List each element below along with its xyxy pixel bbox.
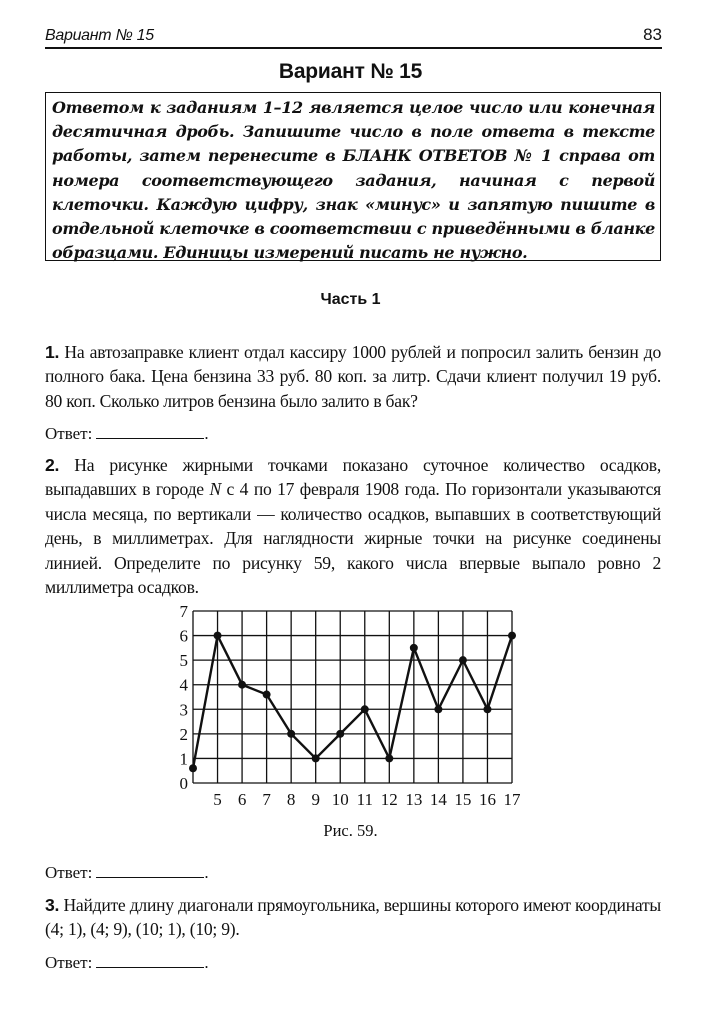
task-text: На автозаправке клиент отдал кассиру 1000 рублей и попросил залить бензин до полного бака. Цена бензина 33 руб. 80 коп. за литр. Сдачи клиент получил 19 руб. 80 коп. Сколько литров бензина было залито в бак? bbox=[45, 342, 661, 411]
x-tick-label: 11 bbox=[356, 790, 373, 809]
x-tick-label: 6 bbox=[237, 790, 247, 809]
x-tick-label: 8 bbox=[286, 790, 296, 809]
x-tick-label: 5 bbox=[213, 790, 222, 809]
data-point bbox=[434, 705, 442, 713]
part-title: Часть 1 bbox=[320, 291, 381, 308]
answer-label: Ответ: bbox=[45, 424, 93, 443]
task-text: На рисунке жирными точками показано суточное количество осадков, выпадавших в городе N с 4 по 17 февраля 1908 года. По горизонтали указываются числа месяца, по вертикали — количество осадков, выпавших в соответствующий день, в миллиметрах. Для наглядности жирные точки на рисунке соединены линией. Определите по рисунку 59, какого числа впервые выпало ровно 2 миллиметра осадков. bbox=[45, 455, 661, 598]
x-tick-label: 7 bbox=[262, 790, 271, 809]
y-tick-label: 2 bbox=[179, 724, 188, 744]
y-tick-label: 0 bbox=[179, 774, 188, 793]
data-point bbox=[385, 754, 393, 762]
answer-field[interactable] bbox=[96, 424, 204, 439]
task-2 bbox=[45, 453, 661, 599]
task-1-answer: Ответ: . bbox=[45, 424, 209, 443]
y-tick-label: 3 bbox=[179, 700, 188, 720]
page-title: Вариант № 15 bbox=[278, 60, 423, 83]
data-line bbox=[193, 636, 512, 769]
x-tick-label: 12 bbox=[380, 790, 398, 809]
variable-n: N bbox=[209, 479, 221, 500]
running-header bbox=[45, 22, 662, 49]
data-point bbox=[336, 730, 344, 738]
x-tick-label: 17 bbox=[503, 790, 521, 809]
task-2-answer: Ответ: . bbox=[45, 863, 209, 882]
x-tick-label: 13 bbox=[405, 790, 423, 809]
x-tick-label: 16 bbox=[478, 790, 496, 809]
answer-label: Ответ: bbox=[45, 863, 93, 882]
line-chart bbox=[170, 600, 530, 825]
x-tick-label: 14 bbox=[429, 790, 447, 809]
data-point bbox=[263, 691, 271, 699]
task-number: 2. bbox=[45, 455, 60, 475]
y-tick-label: 1 bbox=[179, 749, 188, 769]
data-point bbox=[483, 705, 491, 713]
data-point bbox=[410, 644, 418, 652]
data-point bbox=[238, 681, 246, 689]
data-point bbox=[214, 632, 222, 640]
answer-field[interactable] bbox=[96, 863, 204, 878]
task-3 bbox=[45, 893, 661, 942]
task-1 bbox=[45, 340, 661, 413]
y-tick-label: 5 bbox=[179, 651, 188, 671]
data-point bbox=[508, 632, 516, 640]
y-tick-label: 7 bbox=[179, 602, 188, 621]
x-tick-label: 15 bbox=[454, 790, 472, 809]
instructions-box: Ответом к заданиям 1–12 является целое число или конечная десятичная дробь. Запишите число в поле ответа в тексте работы, затем перенесите в БЛАНК ОТВЕТОВ № 1 справа от номера соответствующего задания, начиная с первой клеточки. Каждую цифру, знак «минус» и запятую пишите в отдельной клеточке в соответствии с приведёнными в бланке образцами. Единицы измерений писать не нужно. bbox=[45, 92, 661, 261]
data-point bbox=[287, 730, 295, 738]
page-number: 83 bbox=[643, 25, 662, 44]
task-number: 1. bbox=[45, 342, 60, 362]
answer-label: Ответ: bbox=[45, 953, 93, 972]
task-number: 3. bbox=[45, 895, 60, 915]
y-tick-label: 4 bbox=[179, 675, 188, 695]
task-text: Найдите длину диагонали прямоугольника, вершины которого имеют координаты (4; 1), (4; 9), (10; 1), (10; 9). bbox=[45, 895, 661, 940]
running-title: Вариант № 15 bbox=[45, 27, 154, 44]
data-point bbox=[361, 705, 369, 713]
data-point bbox=[312, 754, 320, 762]
y-tick-label: 6 bbox=[179, 626, 188, 646]
task-3-answer: Ответ: . bbox=[45, 953, 209, 972]
answer-field[interactable] bbox=[96, 953, 204, 968]
data-point bbox=[459, 656, 467, 664]
data-point bbox=[189, 764, 197, 772]
x-tick-label: 10 bbox=[331, 790, 349, 809]
figure-caption: Рис. 59. bbox=[323, 821, 378, 840]
precipitation-chart bbox=[170, 600, 530, 850]
x-tick-label: 9 bbox=[311, 790, 320, 809]
